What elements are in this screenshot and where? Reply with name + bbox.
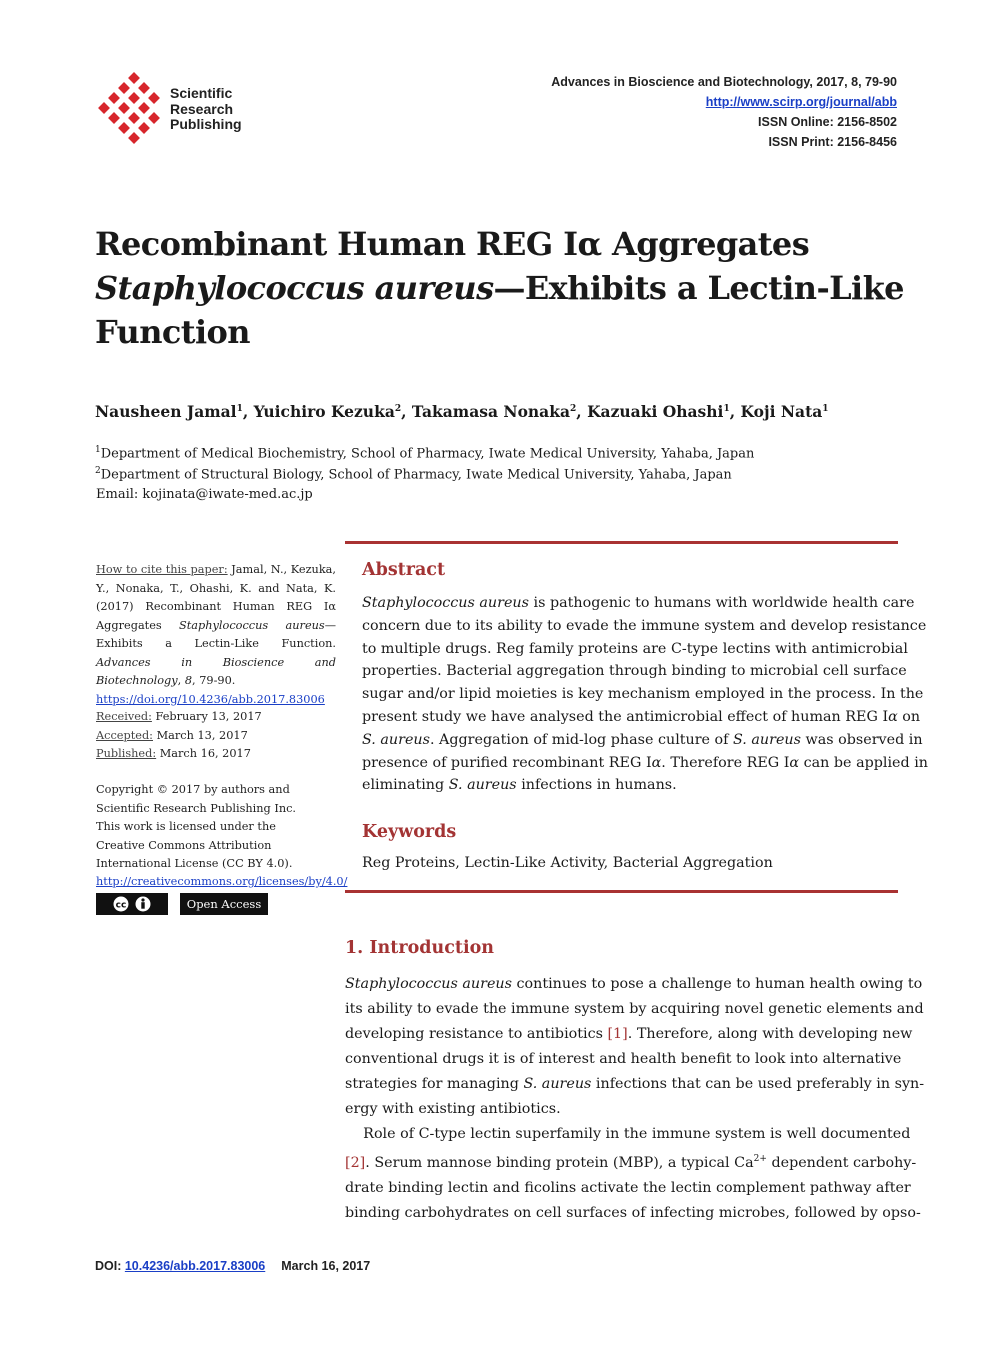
introduction-line: conventional drugs it is of interest and health benefit to look into alternative (345, 1051, 902, 1067)
logo-diamond (118, 82, 130, 94)
accepted-label: Accepted: (96, 728, 153, 742)
cite-text-3: , (177, 674, 185, 687)
doi-link[interactable]: https://doi.org/10.4236/abb.2017.83006 (96, 692, 325, 706)
abstract-line: sugar and/or lipid moieties is key mechanism employed in the process. In the (362, 686, 924, 703)
introduction-line: Staphylococcus aureus continues to pose a challenge to human health owing to (345, 976, 923, 992)
introduction-line: ergy with existing antibiotics. (345, 1101, 561, 1117)
author-name: Koji Nata (740, 402, 823, 421)
abstract-heading: Abstract (362, 560, 446, 580)
logo-diamond (148, 112, 160, 124)
title-line-2 (95, 266, 904, 310)
abstract-line: present study we have analysed the antimicrobial effect of human REG Iα on (362, 708, 921, 725)
logo-diamond (128, 72, 140, 84)
logo-diamond (108, 92, 120, 104)
publisher-name-line3: Publishing (170, 116, 242, 132)
journal-citation: Advances in Bioscience and Biotechnology, 2017, 8, 79-90 (551, 75, 897, 89)
title-line-3: Function (95, 313, 250, 351)
introduction-line: strategies for managing S. aureus infections that can be used preferably in syn- (345, 1076, 925, 1092)
received-label: Received: (96, 710, 152, 723)
introduction-line: drate binding lectin and ficolins activate the lectin complement pathway after (345, 1179, 911, 1196)
received-date (96, 708, 336, 727)
author-name: Kazuaki Ohashi (587, 402, 724, 421)
copyright-notice: Copyright © 2017 by authors and Scientific Research Publishing Inc. This work is licensed under the Creative Commons Attribution International License (CC BY 4.0). (96, 783, 297, 870)
cc-by-icon (112, 895, 152, 913)
introduction-line: developing resistance to antibiotics [1]. Therefore, along with developing new (345, 1026, 913, 1042)
cite-text-4: , 79-90. (192, 674, 236, 687)
keywords-list: Reg Proteins, Lectin-Like Activity, Bacterial Aggregation (362, 855, 773, 871)
abstract-body (362, 592, 928, 797)
published-value: March 16, 2017 (156, 747, 251, 760)
by-icon (134, 895, 152, 913)
title-line-1: Recombinant Human REG Iα Aggregates (95, 225, 810, 263)
abstract-line: Staphylococcus aureus is pathogenic to humans with worldwide health care (362, 595, 915, 611)
author-affiliation-number: 2 (394, 403, 402, 414)
logo-diamond (138, 102, 150, 114)
affiliation-1 (95, 445, 754, 461)
logo-diamond (118, 122, 130, 134)
footer-doi-label: DOI: (95, 1259, 125, 1273)
cite-text-1: Jamal, N., Kezuka, Y., Nonaka, T., Ohashi, K. and Nata, K. (2017) Recombinant Human REG Iα Aggregates (96, 563, 336, 632)
logo-diamond (138, 122, 150, 134)
cite-species: Staphylococcus aureus (179, 618, 325, 632)
issn-online: ISSN Online: 2156-8502 (758, 115, 897, 129)
accepted-date (96, 727, 336, 746)
published-label: Published: (96, 747, 157, 760)
footer-date: March 16, 2017 (281, 1259, 371, 1273)
introduction-line: binding carbohydrates on cell surfaces of infecting microbes, followed by opso- (345, 1204, 921, 1221)
affiliation-2-number: 2 (95, 466, 101, 476)
introduction-paragraph-1 (345, 972, 925, 1122)
cite-journal: Advances in Bioscience and Biotechnology (96, 655, 336, 687)
publisher-name-line1: Scientific (170, 85, 233, 101)
affiliation-1-number: 1 (95, 445, 101, 455)
abstract-line: concern due to its ability to evade the immune system and develop resistance (362, 617, 927, 634)
abstract-line: properties. Bacterial aggregation through binding to microbial cell surface (362, 663, 907, 680)
logo-diamond (138, 82, 150, 94)
publisher-logo (96, 72, 266, 148)
logo-diamond (128, 92, 140, 104)
introduction-heading: 1. Introduction (345, 938, 494, 958)
issn-print: ISSN Print: 2156-8456 (768, 135, 897, 149)
license-link-line (96, 873, 346, 892)
title-line-2-rest: —Exhibits a Lectin-Like (493, 269, 904, 307)
footer-doi-link[interactable]: 10.4236/abb.2017.83006 (124, 1259, 266, 1273)
author-list: Nausheen Jamal$^1$, Yuichiro Kezuka$^2$, Takamasa Nonaka$^2$, Kazuaki Ohashi$^1$, Koji Nata$^1$ (95, 402, 829, 421)
affiliation-2 (95, 466, 732, 482)
cite-label: How to cite this paper: (96, 563, 228, 576)
logo-diamond (128, 132, 140, 144)
keywords-heading: Keywords (362, 822, 457, 842)
author-name: Takamasa Nonaka (411, 402, 571, 421)
cite-volume: 8 (184, 674, 193, 687)
introduction-line: [2]. Serum mannose binding protein (MBP), a typical $Ca^{2+}$ dependent carbohy- (345, 1154, 917, 1171)
abstract-line: to multiple drugs. Reg family proteins are C-type lectins with antimicrobial (362, 640, 908, 657)
keywords-bottom-rule (345, 890, 898, 893)
author-affiliation-number: 1 (822, 403, 829, 414)
publisher-name (170, 86, 242, 133)
paper-title (95, 222, 904, 354)
author-affiliation-number: 2 (570, 403, 577, 414)
logo-diamond (128, 112, 140, 124)
journal-url-line (706, 95, 897, 109)
abstract-line: eliminating S. aureus infections in humans. (362, 777, 677, 794)
logo-diamond (118, 102, 130, 114)
cc-by-badge[interactable] (96, 893, 168, 915)
svg-text:cc: cc (115, 900, 127, 911)
logo-diamond (148, 92, 160, 104)
introduction-line: its ability to evade the immune system by acquiring novel genetic elements and (345, 1001, 924, 1017)
title-species: Staphylococcus aureus (95, 269, 494, 307)
cite-text-2: —Exhibits a Lectin-Like Function. (96, 618, 336, 650)
author-name: Nausheen Jamal (95, 402, 237, 421)
introduction-paragraph-2 (345, 1122, 921, 1226)
how-to-cite (96, 561, 336, 709)
publisher-name-line2: Research (170, 100, 234, 117)
published-date (96, 745, 336, 764)
open-access-badge[interactable]: Open Access (180, 893, 268, 915)
journal-url-link[interactable]: http://www.scirp.org/journal/abb (705, 95, 897, 109)
cc-icon (112, 895, 130, 913)
abstract-line: S. aureus. Aggregation of mid-log phase culture of S. aureus was observed in (362, 731, 923, 748)
license-link[interactable]: http://creativecommons.org/licenses/by/4.0/ (96, 875, 348, 888)
corresponding-email: Email: kojinata@iwate-med.ac.jp (96, 487, 313, 502)
accepted-value: March 13, 2017 (153, 728, 248, 742)
author-affiliation-number: 1 (236, 403, 243, 414)
author-affiliation-number: 1 (723, 403, 730, 414)
publication-dates (96, 708, 336, 764)
introduction-line: Role of C-type lectin superfamily in the immune system is well documented (345, 1126, 911, 1142)
logo-diamond (108, 112, 120, 124)
logo-diamond (98, 102, 110, 114)
abstract-line: presence of purified recombinant REG Iα. Therefore REG Iα can be applied in (362, 754, 928, 771)
page-footer (95, 1259, 370, 1273)
publisher-logo-mark (96, 72, 166, 148)
received-value: February 13, 2017 (151, 710, 262, 723)
affiliation-1-text: Department of Medical Biochemistry, School of Pharmacy, Iwate Medical University, Yahaba, Japan (100, 446, 755, 462)
abstract-top-rule (345, 541, 898, 544)
author-name: Yuichiro Kezuka (253, 402, 395, 421)
affiliation-2-text: Department of Structural Biology, School of Pharmacy, Iwate Medical University, Yahaba, Japan (100, 467, 732, 483)
